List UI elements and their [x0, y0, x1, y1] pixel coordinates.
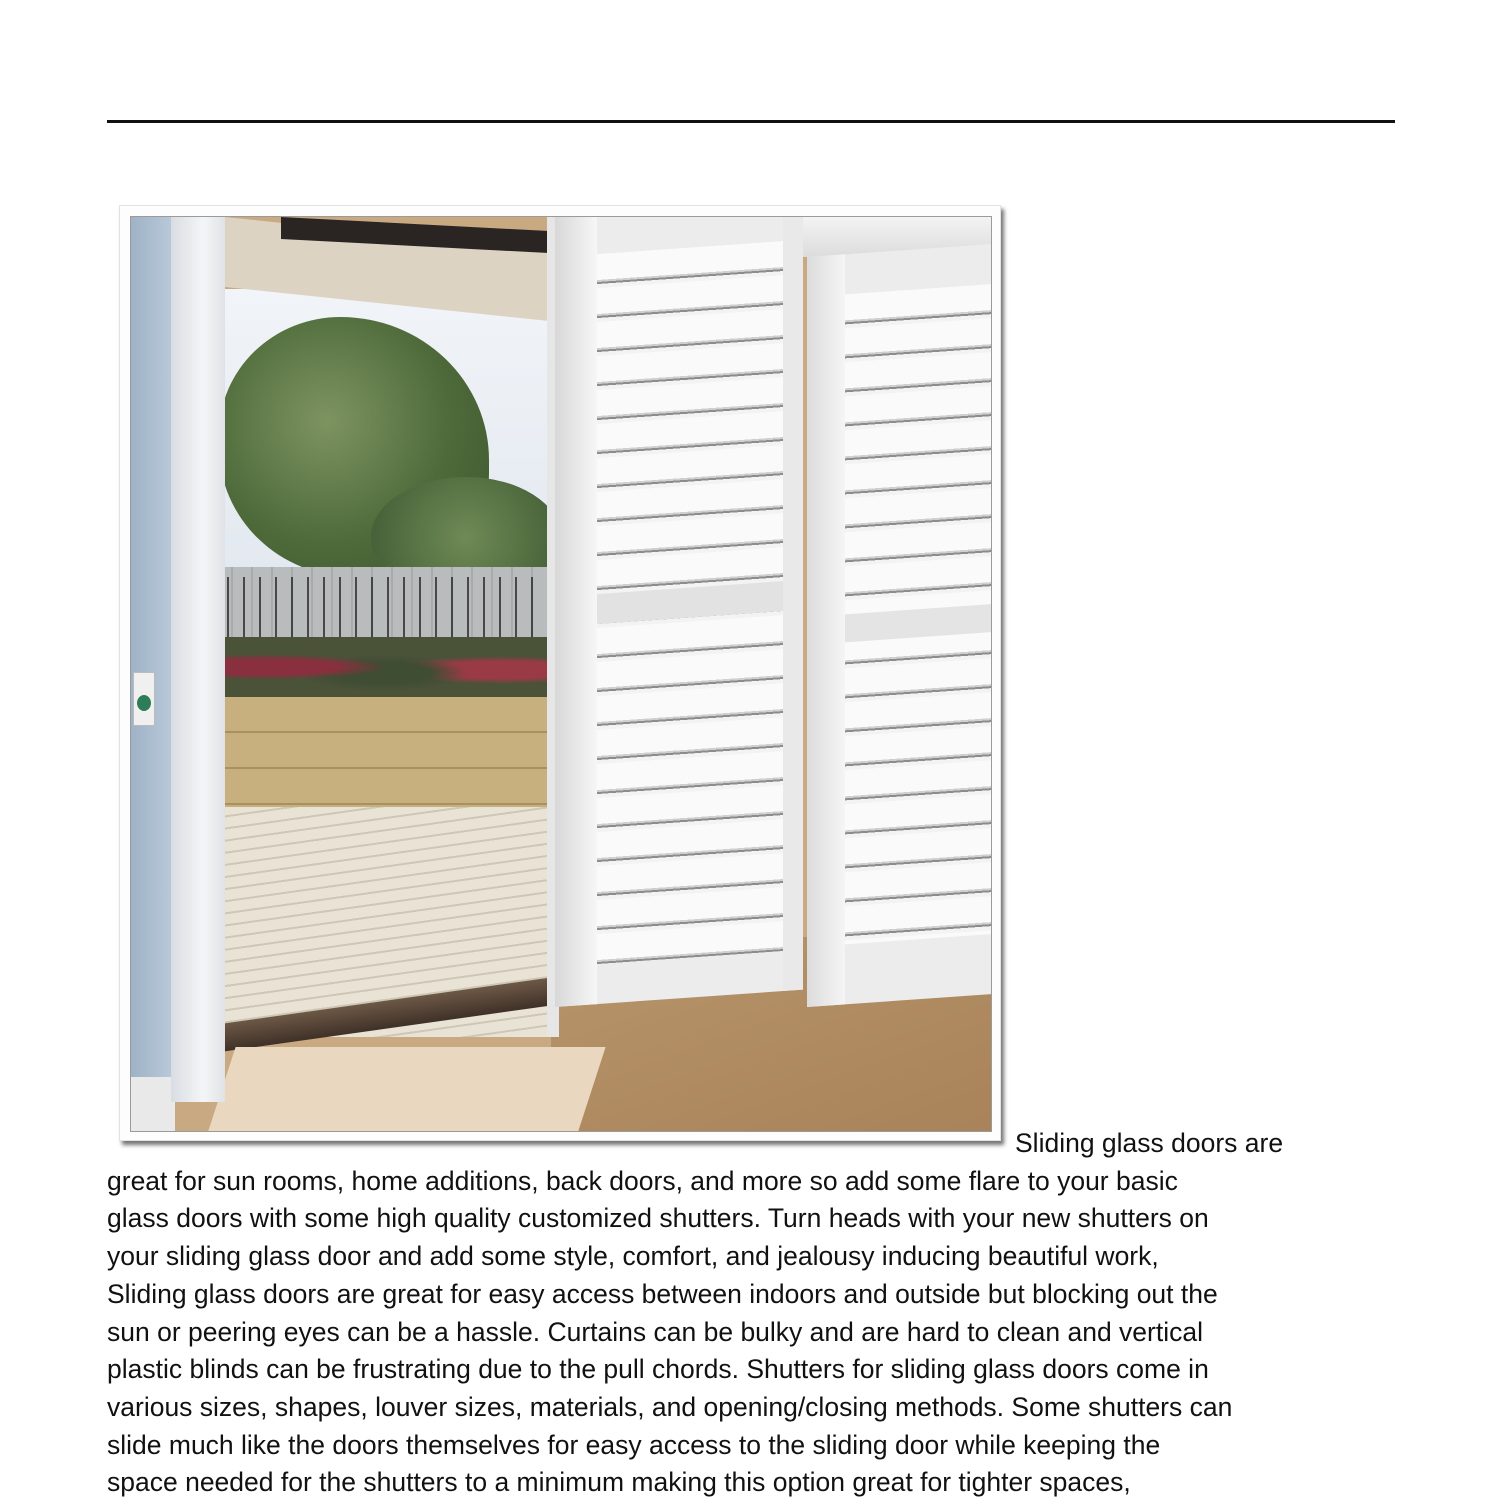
photo-retaining-wall	[213, 697, 553, 807]
photo-garden-plants	[213, 637, 553, 697]
paragraph-line: Sliding glass doors are great for easy access between indoors and outside but blocking out the	[107, 1278, 1218, 1309]
paragraph-line: great for sun rooms, home additions, back doors, and more so add some flare to your basic	[107, 1165, 1178, 1196]
shutter-stile	[783, 216, 803, 991]
paragraph-line: sun or peering eyes can be a hassle. Curtains can be bulky and are hard to clean and vertical	[107, 1316, 1203, 1347]
photo-shutter-panel-back	[807, 244, 991, 1007]
shutter-stile	[555, 216, 597, 1007]
photo-skirting	[131, 1077, 175, 1131]
shutters-photo	[130, 216, 992, 1132]
paragraph-line: plastic blinds can be frustrating due to the pull chords. Shutters for sliding glass doors come in	[107, 1354, 1209, 1385]
paragraph-line: your sliding glass door and add some style, comfort, and jealousy inducing beautiful work,	[107, 1241, 1159, 1272]
photo-switch-button	[137, 695, 151, 711]
photo-shutter-panel-front	[555, 216, 803, 1007]
photo-sunlit-floor	[206, 1047, 605, 1132]
shutters-photo-frame	[119, 205, 1001, 1141]
paragraph-line: various sizes, shapes, louver sizes, materials, and opening/closing methods. Some shutters can	[107, 1391, 1233, 1422]
paragraph-line: slide much like the doors themselves for easy access to the sliding door while keeping the	[107, 1429, 1161, 1460]
body-paragraph	[107, 1125, 1407, 1502]
paragraph-line: space needed for the shutters to a minimum making this option great for tighter spaces,	[107, 1467, 1131, 1498]
header-rule	[107, 120, 1395, 123]
photo-door-frame-left	[171, 217, 225, 1102]
paragraph-line: Sliding glass doors are	[1015, 1128, 1284, 1158]
shutter-stile	[807, 254, 845, 1007]
paragraph-line: glass doors with some high quality customized shutters. Turn heads with your new shutters on	[107, 1203, 1209, 1234]
